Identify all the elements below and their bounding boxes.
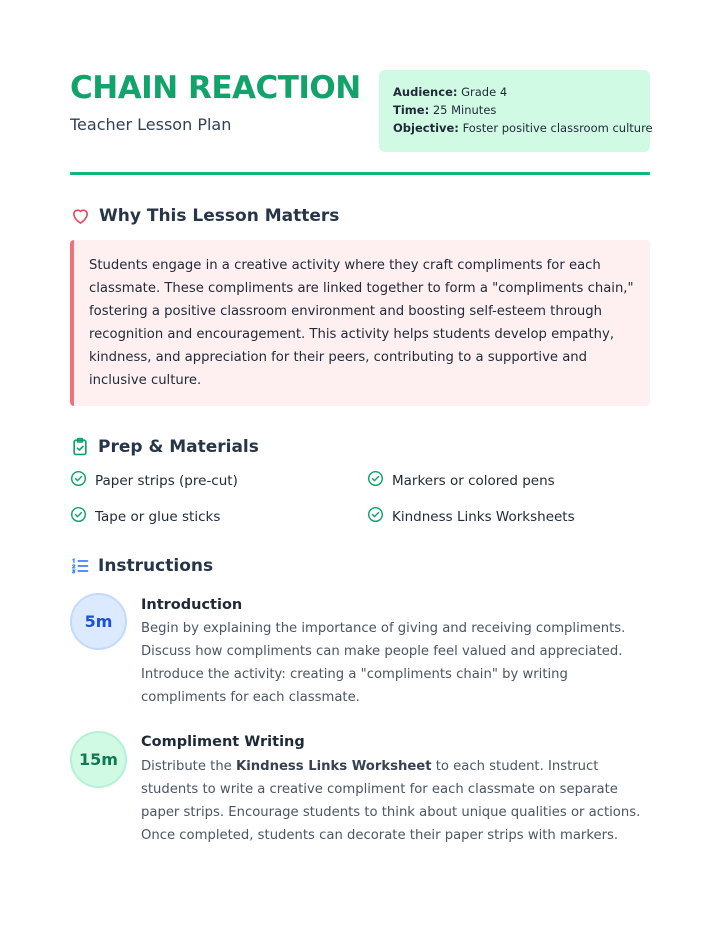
duration-badge: 15m xyxy=(70,731,127,788)
lesson-meta-box xyxy=(379,70,653,152)
section-title-why xyxy=(70,206,339,226)
section-title-instructions-label: Instructions xyxy=(98,556,214,576)
materials-item-label: Tape or glue sticks xyxy=(95,508,221,525)
meta-objective-label: Objective: xyxy=(393,121,459,135)
step-title: Introduction xyxy=(141,597,243,613)
meta-time-value: 25 Minutes xyxy=(432,103,497,117)
worksheet-name: Kindness Links Worksheet xyxy=(236,759,432,774)
why-body: Students engage in a creative activity where they craft compliments for each classmate. These compliments are linked together to form a "compliments chain," fostering a positive classroom environment and boosting self-esteem through recognition and encouragement. This activity helps students develop empathy, kindness, and appreciation for their peers, contributing to a supportive and inclusive culture. xyxy=(89,258,634,388)
numbered-list-icon xyxy=(70,556,90,576)
materials-item xyxy=(367,506,575,527)
step-text-before: Distribute the xyxy=(141,759,236,774)
lesson-header xyxy=(70,70,653,152)
why-callout xyxy=(70,240,650,406)
materials-item-label: Paper strips (pre-cut) xyxy=(95,472,238,489)
step-text-after: to each student. Instruct students to write a creative compliment for each classmate on separate paper strips. Encourage students to think about unique qualities or actions. Once completed, students can decorate their paper strips with markers. xyxy=(141,759,641,843)
instruction-step xyxy=(70,593,650,713)
check-circle-icon xyxy=(367,506,384,527)
meta-time xyxy=(393,101,636,119)
heart-icon xyxy=(70,206,91,226)
meta-audience-value: Grade 4 xyxy=(461,85,508,99)
page-subtitle: Teacher Lesson Plan xyxy=(70,115,232,134)
section-title-why-label: Why This Lesson Matters xyxy=(99,206,340,226)
meta-time-label: Time: xyxy=(393,103,430,117)
clipboard-check-icon xyxy=(70,436,90,457)
page-title: CHAIN REACTION xyxy=(70,70,361,106)
step-description: Begin by explaining the importance of giving and receiving compliments. Discuss how compliments can make people feel valued and appreciated. Introduce the activity: creating a "compliments chain" by writing compliments for each classmate. xyxy=(141,621,626,705)
materials-item-label: Kindness Links Worksheets xyxy=(392,508,575,525)
materials-item xyxy=(367,470,555,491)
materials-item xyxy=(70,470,238,491)
section-title-materials-label: Prep & Materials xyxy=(98,436,259,457)
meta-objective xyxy=(393,119,653,137)
meta-audience-label: Audience: xyxy=(393,85,458,99)
duration-badge: 5m xyxy=(70,593,127,650)
materials-item xyxy=(70,506,220,527)
step-description xyxy=(141,755,653,847)
check-circle-icon xyxy=(70,506,87,527)
header-divider xyxy=(70,172,650,175)
materials-item-label: Markers or colored pens xyxy=(392,472,555,489)
check-circle-icon xyxy=(367,470,384,491)
meta-audience xyxy=(393,83,636,101)
section-title-instructions xyxy=(70,556,213,576)
step-title: Compliment Writing xyxy=(141,734,305,750)
instruction-step xyxy=(70,731,650,851)
meta-objective-value: Foster positive classroom culture xyxy=(462,121,653,135)
check-circle-icon xyxy=(70,470,87,491)
section-title-materials xyxy=(70,436,259,457)
